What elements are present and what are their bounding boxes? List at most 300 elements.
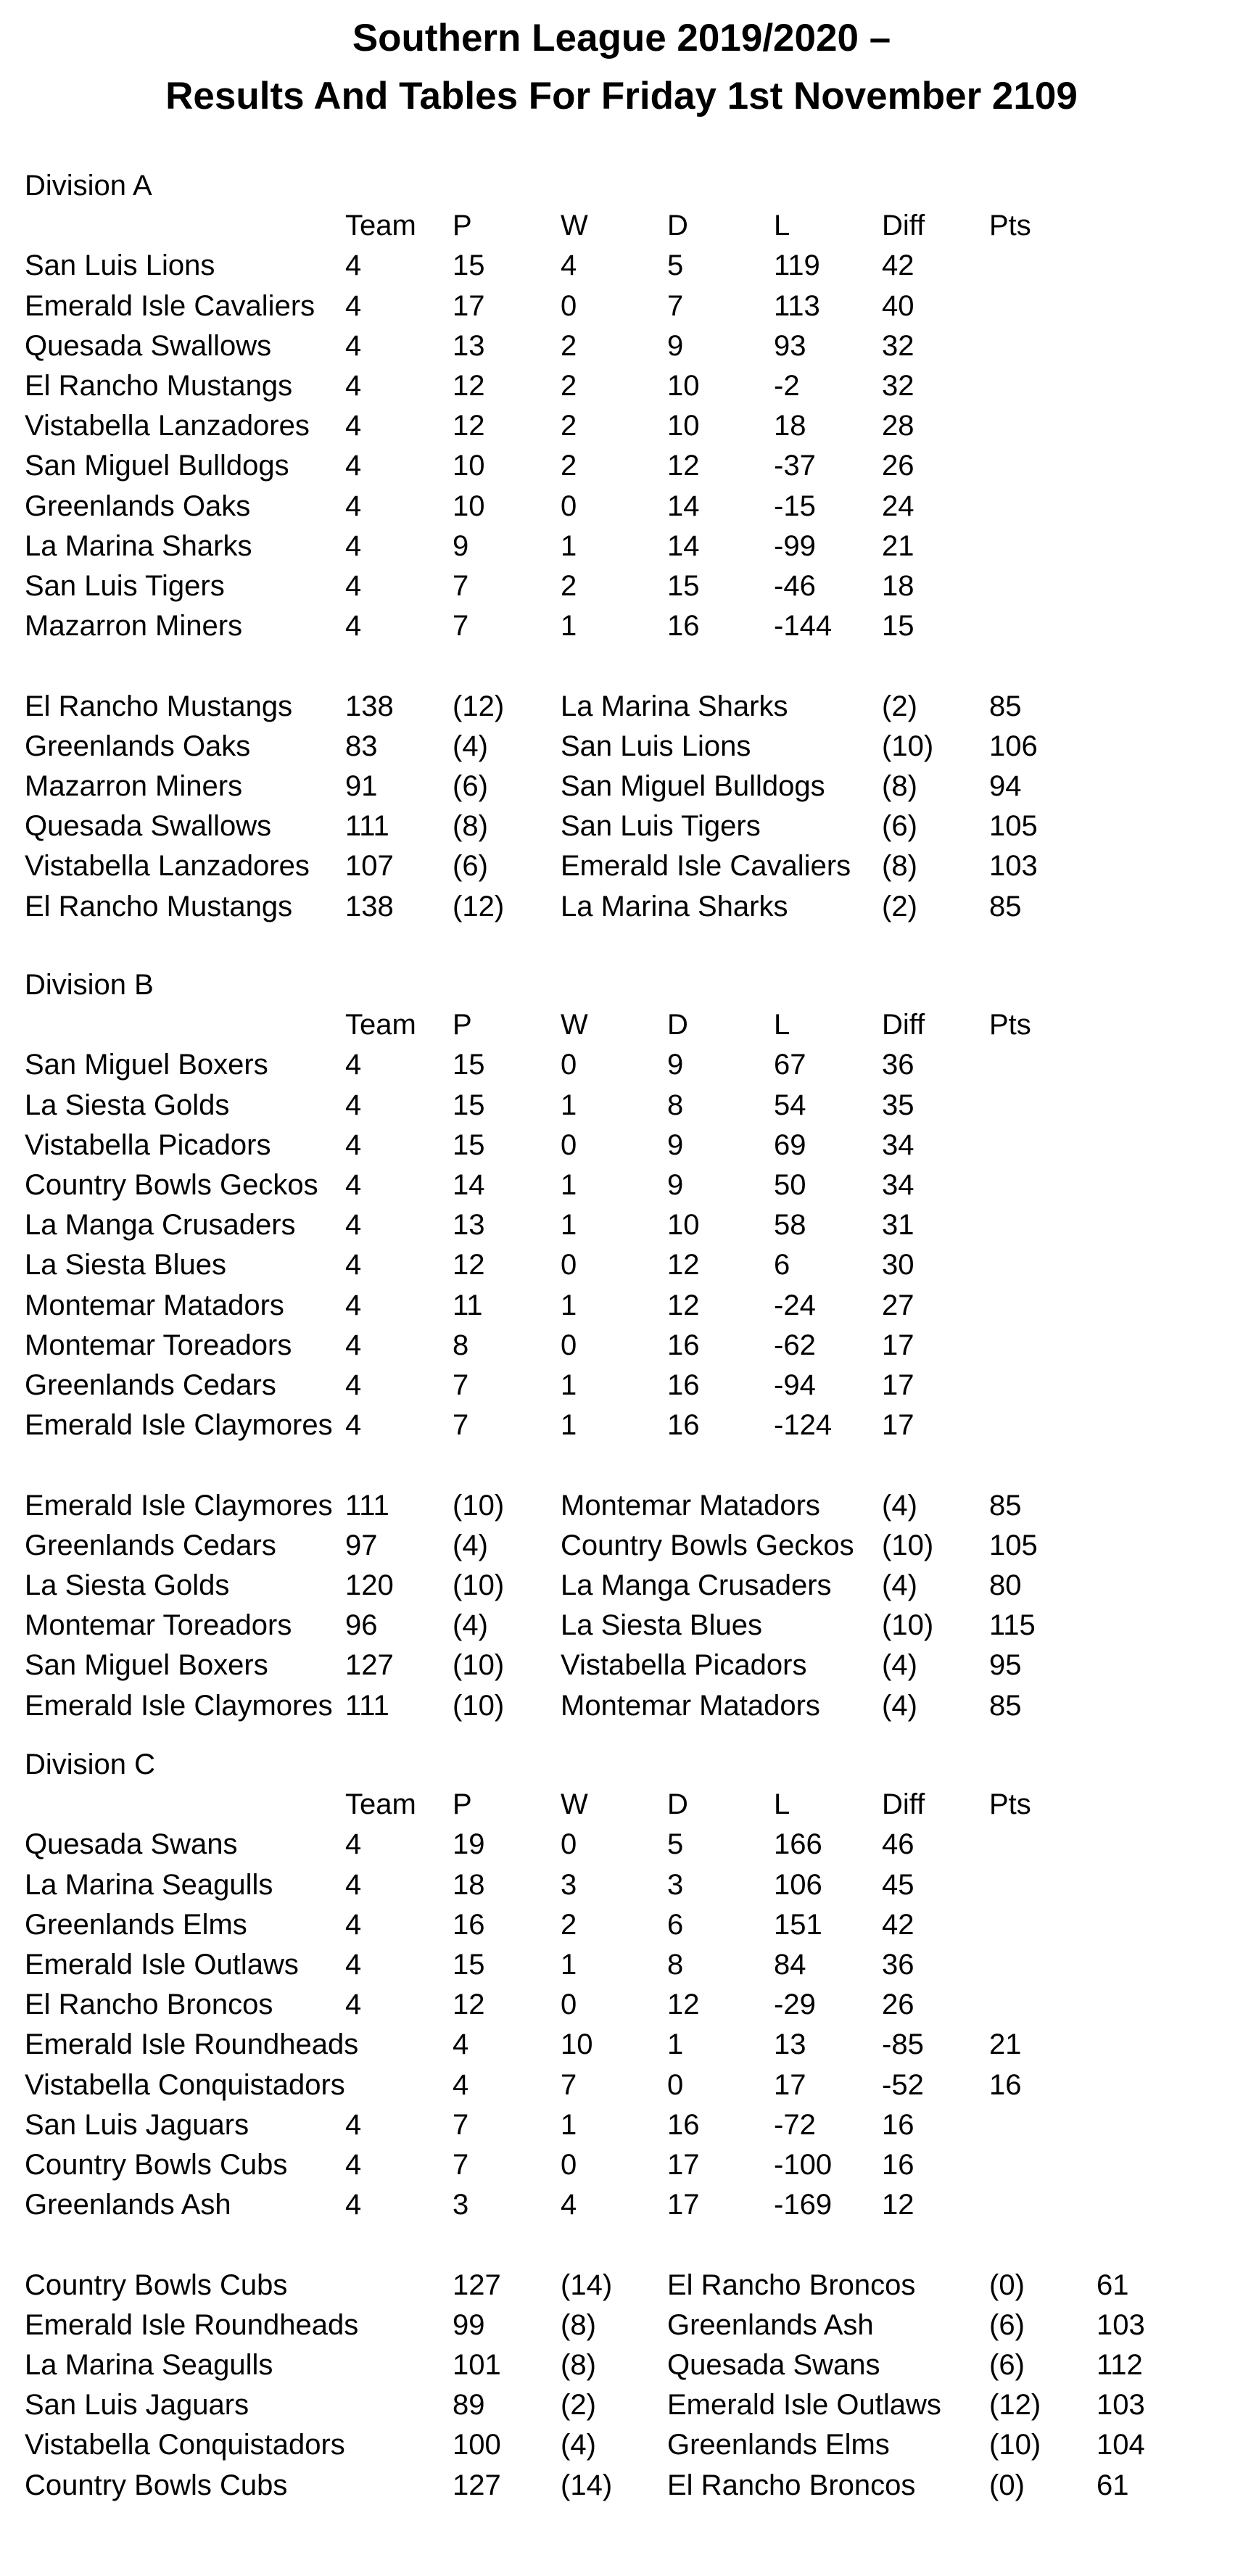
team-name: La Marina Seagulls xyxy=(25,1868,273,1901)
diff-cell: 17 xyxy=(882,1409,914,1442)
home-team: La Siesta Golds xyxy=(25,1569,230,1601)
column-header: W xyxy=(561,1788,588,1821)
l-cell: -124 xyxy=(774,1409,833,1442)
column-header: L xyxy=(774,1009,790,1041)
l-cell: 151 xyxy=(774,1908,822,1941)
team-name: La Siesta Golds xyxy=(25,1089,230,1121)
diff-cell: 16 xyxy=(882,2108,914,2141)
p-cell: 15 xyxy=(453,1128,485,1161)
diff-cell: 18 xyxy=(882,570,914,602)
diff-cell: 32 xyxy=(882,370,914,402)
team-cell: 4 xyxy=(345,1908,362,1941)
home-score: 97 xyxy=(345,1529,378,1561)
diff-cell: 16 xyxy=(882,2149,914,2181)
w-cell: 1 xyxy=(561,529,577,562)
l-cell: 54 xyxy=(774,1089,806,1121)
w-cell: 4 xyxy=(561,249,577,282)
w-cell: 1 xyxy=(561,1369,577,1401)
diff-cell: 21 xyxy=(989,2028,1022,2061)
diff-cell: 26 xyxy=(882,1989,914,2021)
home-points: (6) xyxy=(453,850,488,883)
result-row xyxy=(0,2465,1243,2506)
home-points: (8) xyxy=(561,2349,596,2381)
away-team: La Marina Sharks xyxy=(561,690,788,722)
d-cell: 15 xyxy=(667,570,700,602)
result-row xyxy=(0,886,1243,927)
team-name: Quesada Swallows xyxy=(25,329,272,362)
p-cell: 15 xyxy=(453,1049,485,1081)
p-cell: 9 xyxy=(453,529,469,562)
team-cell: 4 xyxy=(345,1169,362,1201)
home-team: San Luis Jaguars xyxy=(25,2389,249,2422)
result-row xyxy=(0,1685,1243,1726)
home-score: 127 xyxy=(453,2269,501,2301)
away-score: 85 xyxy=(989,1689,1022,1722)
diff-cell: 32 xyxy=(882,329,914,362)
table-row xyxy=(0,405,1243,446)
table-row xyxy=(0,1325,1243,1366)
l-cell: 119 xyxy=(774,249,820,282)
home-score: 138 xyxy=(345,690,394,722)
w-cell: 1 xyxy=(561,1169,577,1201)
column-header: Diff xyxy=(882,1009,925,1041)
l-cell: -46 xyxy=(774,570,816,602)
away-score: 61 xyxy=(1097,2269,1129,2301)
l-cell: 106 xyxy=(774,1868,822,1901)
away-score: 94 xyxy=(989,770,1022,802)
home-points: (10) xyxy=(453,1689,505,1722)
p-cell: 15 xyxy=(453,249,485,282)
team-cell: 4 xyxy=(345,1329,362,1361)
away-team: Quesada Swans xyxy=(667,2349,880,2381)
team-name: San Miguel Boxers xyxy=(25,1049,268,1081)
home-team: Emerald Isle Claymores xyxy=(25,1489,333,1522)
division-heading xyxy=(0,1744,1243,1785)
team-name: Montemar Toreadors xyxy=(25,1329,292,1361)
team-cell: 4 xyxy=(345,490,362,522)
home-points: (12) xyxy=(453,690,505,722)
away-points: (4) xyxy=(882,1689,917,1722)
p-cell: 7 xyxy=(453,1369,469,1401)
p-cell: 7 xyxy=(453,2149,469,2181)
w-cell: 1 xyxy=(561,1409,577,1442)
p-cell: 16 xyxy=(453,1908,485,1941)
team-name: La Siesta Blues xyxy=(25,1249,226,1281)
team-cell: 4 xyxy=(345,1409,362,1442)
diff-cell: 28 xyxy=(882,410,914,442)
away-team: San Luis Tigers xyxy=(561,810,761,843)
diff-cell: 42 xyxy=(882,249,914,282)
title-line-1: Southern League 2019/2020 – xyxy=(352,17,891,59)
away-score: 80 xyxy=(989,1569,1022,1601)
team-cell: 4 xyxy=(345,370,362,402)
column-header: Team xyxy=(345,1788,416,1821)
column-header: W xyxy=(561,1009,588,1041)
l-cell: 93 xyxy=(774,329,806,362)
team-name: San Miguel Bulldogs xyxy=(25,450,289,482)
team-cell: 4 xyxy=(345,410,362,442)
diff-cell: 27 xyxy=(882,1289,914,1321)
home-points: (4) xyxy=(453,730,488,762)
home-team: Emerald Isle Roundheads xyxy=(25,2308,359,2341)
d-cell: 16 xyxy=(667,610,700,643)
team-name: Greenlands Elms xyxy=(25,1908,247,1941)
w-cell: 2 xyxy=(561,570,577,602)
team-cell: 4 xyxy=(345,1828,362,1861)
home-score: 127 xyxy=(453,2469,501,2501)
l-cell: -100 xyxy=(774,2149,833,2181)
team-name: Country Bowls Cubs xyxy=(25,2149,288,2181)
away-team: El Rancho Broncos xyxy=(667,2269,916,2301)
w-cell: 2 xyxy=(561,410,577,442)
home-points: (4) xyxy=(453,1609,488,1642)
home-score: 120 xyxy=(345,1569,394,1601)
table-row xyxy=(0,1244,1243,1285)
team-cell: 4 xyxy=(345,1369,362,1401)
team-name: Quesada Swans xyxy=(25,1828,238,1861)
team-name: San Luis Lions xyxy=(25,249,215,282)
away-points: (0) xyxy=(989,2469,1025,2501)
away-team: Emerald Isle Outlaws xyxy=(667,2389,941,2422)
table-row xyxy=(0,2024,1243,2065)
team-cell: 4 xyxy=(453,2068,469,2101)
column-header: D xyxy=(667,210,688,242)
table-row xyxy=(0,2144,1243,2185)
diff-cell: 40 xyxy=(882,289,914,322)
table-row xyxy=(0,1285,1243,1326)
home-team: Vistabella Lanzadores xyxy=(25,850,310,883)
w-cell: 2 xyxy=(561,1908,577,1941)
d-cell: 16 xyxy=(667,1329,700,1361)
l-cell: -29 xyxy=(774,1989,816,2021)
team-cell: 4 xyxy=(345,1128,362,1161)
away-score: 106 xyxy=(989,730,1038,762)
result-row xyxy=(0,1645,1243,1685)
away-score: 104 xyxy=(1097,2429,1145,2461)
home-points: (10) xyxy=(453,1649,505,1682)
p-cell: 12 xyxy=(453,410,485,442)
p-cell: 7 xyxy=(453,1409,469,1442)
l-cell: 18 xyxy=(774,410,806,442)
result-row xyxy=(0,846,1243,886)
result-row xyxy=(0,2345,1243,2385)
team-name: El Rancho Broncos xyxy=(25,1989,273,2021)
p-cell: 12 xyxy=(453,1249,485,1281)
away-points: (6) xyxy=(989,2349,1025,2381)
team-cell: 4 xyxy=(345,1089,362,1121)
table-row xyxy=(0,1125,1243,1165)
d-cell: 9 xyxy=(667,1128,684,1161)
team-cell: 4 xyxy=(345,2108,362,2141)
w-cell: 3 xyxy=(561,1868,577,1901)
table-header-row xyxy=(0,205,1243,246)
l-cell: 166 xyxy=(774,1828,822,1861)
diff-cell: 31 xyxy=(882,1209,914,1242)
away-score: 103 xyxy=(989,850,1038,883)
away-points: (4) xyxy=(882,1489,917,1522)
result-row xyxy=(0,806,1243,846)
away-score: 105 xyxy=(989,810,1038,843)
team-name: Greenlands Oaks xyxy=(25,490,251,522)
home-score: 83 xyxy=(345,730,378,762)
away-points: (4) xyxy=(882,1649,917,1682)
home-team: El Rancho Mustangs xyxy=(25,890,293,922)
away-score: 103 xyxy=(1097,2308,1145,2341)
team-cell: 4 xyxy=(345,289,362,322)
table-row xyxy=(0,245,1243,286)
p-cell: 13 xyxy=(453,329,485,362)
l-cell: -94 xyxy=(774,1369,816,1401)
w-cell: 1 xyxy=(561,610,577,643)
l-cell: -24 xyxy=(774,1289,816,1321)
d-cell: 5 xyxy=(667,1828,684,1861)
team-cell: 4 xyxy=(345,1289,362,1321)
diff-cell: 15 xyxy=(882,610,914,643)
column-header: W xyxy=(561,210,588,242)
team-name: San Luis Tigers xyxy=(25,570,225,602)
diff-cell: 21 xyxy=(882,529,914,562)
diff-cell: 34 xyxy=(882,1128,914,1161)
result-row xyxy=(0,2305,1243,2345)
column-header: P xyxy=(453,1009,472,1041)
away-points: (2) xyxy=(882,890,917,922)
p-cell: 10 xyxy=(453,490,485,522)
result-row xyxy=(0,766,1243,806)
p-cell: 17 xyxy=(453,289,485,322)
result-row xyxy=(0,726,1243,767)
team-cell: 4 xyxy=(345,1989,362,2021)
away-team: Greenlands Elms xyxy=(667,2429,890,2461)
home-score: 99 xyxy=(453,2308,485,2341)
diff-cell: 35 xyxy=(882,1089,914,1121)
away-points: (10) xyxy=(882,730,934,762)
home-score: 96 xyxy=(345,1609,378,1642)
away-team: Montemar Matadors xyxy=(561,1489,820,1522)
column-header: L xyxy=(774,210,790,242)
team-name: Montemar Matadors xyxy=(25,1289,284,1321)
away-points: (8) xyxy=(882,770,917,802)
home-points: (14) xyxy=(561,2269,613,2301)
l-cell: -144 xyxy=(774,610,833,643)
home-points: (12) xyxy=(453,890,505,922)
table-row xyxy=(0,486,1243,527)
result-row xyxy=(0,1525,1243,1566)
home-points: (4) xyxy=(561,2429,596,2461)
team-cell: 4 xyxy=(345,610,362,643)
d-cell: 5 xyxy=(667,249,684,282)
home-score: 111 xyxy=(345,1489,389,1522)
away-team: Country Bowls Geckos xyxy=(561,1529,854,1561)
p-cell: 7 xyxy=(453,610,469,643)
away-team: La Manga Crusaders xyxy=(561,1569,832,1601)
result-row xyxy=(0,2385,1243,2425)
home-team: Greenlands Cedars xyxy=(25,1529,276,1561)
w-cell: 0 xyxy=(561,1249,577,1281)
team-name: Emerald Isle Cavaliers xyxy=(25,289,315,322)
home-team: Emerald Isle Claymores xyxy=(25,1689,333,1722)
table-row xyxy=(0,526,1243,566)
p-cell: 18 xyxy=(453,1868,485,1901)
home-score: 111 xyxy=(345,1689,389,1722)
diff-cell: 16 xyxy=(989,2068,1022,2101)
division-name: Division B xyxy=(25,969,154,1001)
table-row xyxy=(0,1984,1243,2025)
diff-cell: 45 xyxy=(882,1868,914,1901)
team-cell: 4 xyxy=(453,2028,469,2061)
division-name: Division C xyxy=(25,1749,156,1780)
column-header: Diff xyxy=(882,210,925,242)
w-cell: 0 xyxy=(561,289,577,322)
home-team: Montemar Toreadors xyxy=(25,1609,292,1642)
w-cell: 1 xyxy=(667,2028,684,2061)
d-cell: 17 xyxy=(774,2068,806,2101)
away-points: (4) xyxy=(882,1569,917,1601)
d-cell: 12 xyxy=(667,450,700,482)
table-row xyxy=(0,1365,1243,1405)
team-name: Vistabella Lanzadores xyxy=(25,410,310,442)
home-team: Country Bowls Cubs xyxy=(25,2269,288,2301)
home-points: (6) xyxy=(453,770,488,802)
title-line-2: Results And Tables For Friday 1st November 2109 xyxy=(165,75,1078,117)
away-team: Greenlands Ash xyxy=(667,2308,874,2341)
away-points: (6) xyxy=(882,810,917,843)
w-cell: 0 xyxy=(561,2149,577,2181)
home-points: (2) xyxy=(561,2389,596,2422)
away-score: 105 xyxy=(989,1529,1038,1561)
home-team: Greenlands Oaks xyxy=(25,730,251,762)
team-name: Emerald Isle Claymores xyxy=(25,1409,333,1442)
diff-cell: 17 xyxy=(882,1369,914,1401)
home-score: 111 xyxy=(345,810,389,843)
l-cell: -2 xyxy=(774,370,800,402)
p-cell: 14 xyxy=(453,1169,485,1201)
away-team: La Marina Sharks xyxy=(561,890,788,922)
table-row xyxy=(0,326,1243,366)
home-points: (10) xyxy=(453,1569,505,1601)
d-cell: 16 xyxy=(667,2108,700,2141)
d-cell: 14 xyxy=(667,490,700,522)
w-cell: 1 xyxy=(561,1949,577,1981)
team-cell: 4 xyxy=(345,1868,362,1901)
l-cell: -85 xyxy=(882,2028,924,2061)
column-header: Team xyxy=(345,210,416,242)
w-cell: 0 xyxy=(561,1329,577,1361)
division-name: Division A xyxy=(25,170,152,202)
l-cell: -72 xyxy=(774,2108,816,2141)
column-header: Team xyxy=(345,1009,416,1041)
w-cell: 0 xyxy=(561,490,577,522)
d-cell: 3 xyxy=(667,1868,684,1901)
p-cell: 7 xyxy=(453,2108,469,2141)
w-cell: 1 xyxy=(561,1209,577,1242)
d-cell: 8 xyxy=(667,1949,684,1981)
team-cell: 4 xyxy=(345,1049,362,1081)
w-cell: 2 xyxy=(561,329,577,362)
table-row xyxy=(0,1824,1243,1865)
column-header: Diff xyxy=(882,1788,925,1821)
away-points: (10) xyxy=(989,2429,1041,2461)
p-cell: 11 xyxy=(453,1289,483,1321)
d-cell: 10 xyxy=(667,1209,700,1242)
p-cell: 15 xyxy=(453,1089,485,1121)
d-cell: 17 xyxy=(667,2149,700,2181)
home-points: (14) xyxy=(561,2469,613,2501)
l-cell: -62 xyxy=(774,1329,816,1361)
l-cell: 6 xyxy=(774,1249,790,1281)
column-header: Pts xyxy=(989,1009,1031,1041)
d-cell: 17 xyxy=(667,2189,700,2221)
table-row xyxy=(0,445,1243,486)
l-cell: -99 xyxy=(774,529,816,562)
table-row xyxy=(0,1904,1243,1945)
home-team: Country Bowls Cubs xyxy=(25,2469,288,2501)
team-name: Greenlands Ash xyxy=(25,2189,231,2221)
result-row xyxy=(0,2424,1243,2465)
away-points: (12) xyxy=(989,2389,1041,2422)
p-cell: 19 xyxy=(453,1828,485,1861)
team-name: La Marina Sharks xyxy=(25,529,252,562)
away-team: La Siesta Blues xyxy=(561,1609,762,1642)
table-row xyxy=(0,1205,1243,1245)
d-cell: 9 xyxy=(667,1049,684,1081)
team-name: Greenlands Cedars xyxy=(25,1369,276,1401)
away-team: San Miguel Bulldogs xyxy=(561,770,825,802)
team-cell: 4 xyxy=(345,1249,362,1281)
table-row xyxy=(0,1405,1243,1445)
w-cell: 0 xyxy=(561,1989,577,2021)
table-row xyxy=(0,286,1243,326)
w-cell: 0 xyxy=(667,2068,684,2101)
diff-cell: 26 xyxy=(882,450,914,482)
w-cell: 0 xyxy=(561,1049,577,1081)
away-team: Emerald Isle Cavaliers xyxy=(561,850,851,883)
table-row xyxy=(0,606,1243,646)
away-points: (2) xyxy=(882,690,917,722)
d-cell: 13 xyxy=(774,2028,806,2061)
away-score: 85 xyxy=(989,1489,1022,1522)
diff-cell: 12 xyxy=(882,2189,914,2221)
diff-cell: 24 xyxy=(882,490,914,522)
home-score: 107 xyxy=(345,850,394,883)
w-cell: 2 xyxy=(561,450,577,482)
l-cell: -169 xyxy=(774,2189,833,2221)
d-cell: 14 xyxy=(667,529,700,562)
home-points: (4) xyxy=(453,1529,488,1561)
home-score: 91 xyxy=(345,770,378,802)
team-cell: 4 xyxy=(345,329,362,362)
w-cell: 2 xyxy=(561,370,577,402)
column-header: Pts xyxy=(989,210,1031,242)
column-header: D xyxy=(667,1788,688,1821)
away-team: San Luis Lions xyxy=(561,730,751,762)
team-name: Vistabella Conquistadors xyxy=(25,2068,345,2101)
table-header-row xyxy=(0,1004,1243,1045)
p-cell: 10 xyxy=(561,2028,593,2061)
team-cell: 4 xyxy=(345,450,362,482)
away-score: 95 xyxy=(989,1649,1022,1682)
team-cell: 4 xyxy=(345,2189,362,2221)
away-points: (6) xyxy=(989,2308,1025,2341)
table-row xyxy=(0,2184,1243,2225)
team-cell: 4 xyxy=(345,1209,362,1242)
p-cell: 7 xyxy=(561,2068,577,2101)
home-points: (8) xyxy=(453,810,488,843)
table-row xyxy=(0,566,1243,606)
diff-cell: 17 xyxy=(882,1329,914,1361)
team-cell: 4 xyxy=(345,2149,362,2181)
l-cell: 69 xyxy=(774,1128,806,1161)
away-points: (10) xyxy=(882,1609,934,1642)
